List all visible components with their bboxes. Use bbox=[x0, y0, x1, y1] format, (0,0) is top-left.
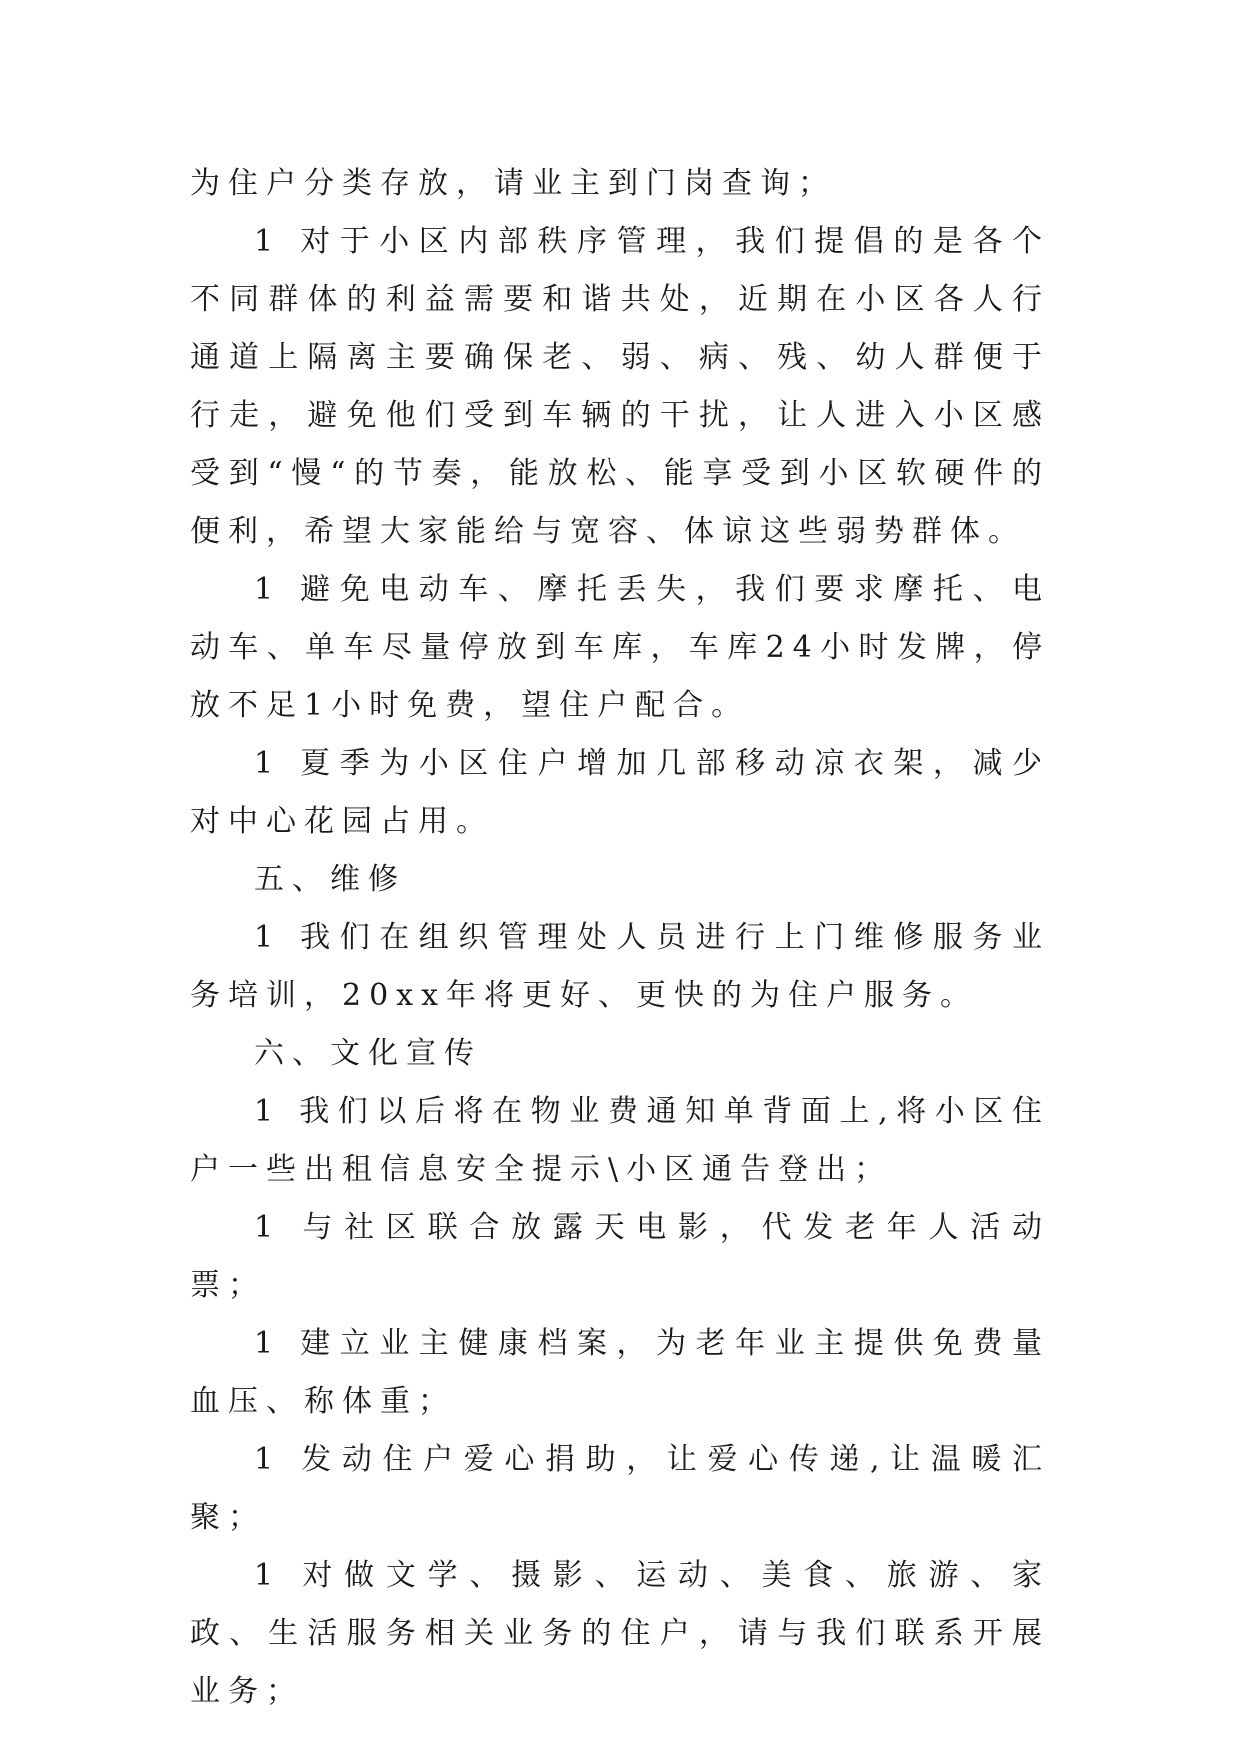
paragraph: 为住户分类存放，请业主到门岗查询； bbox=[190, 166, 836, 201]
paragraph: 1 对做文学、摄影、运动、美食、旅游、家政、生活服务相关业务的住户，请与我们联系开展业务； bbox=[190, 1558, 1050, 1709]
paragraph: 1 发动住户爱心捐助，让爱心传递,让温暖汇聚； bbox=[190, 1442, 1050, 1535]
paragraph: 1 我们在组织管理处人员进行上门维修服务业务培训，20xx年将更好、更快的为住户服务。 bbox=[190, 920, 1050, 1013]
paragraph: 1 建立业主健康档案，为老年业主提供免费量血压、称体重； bbox=[190, 1326, 1050, 1419]
document-page bbox=[190, 155, 1050, 1721]
section-heading: 五、维修 bbox=[254, 862, 406, 897]
section-heading: 六、文化宣传 bbox=[254, 1036, 482, 1071]
paragraph: 1 与社区联合放露天电影，代发老年人活动票； bbox=[190, 1210, 1050, 1303]
paragraph: 1 避免电动车、摩托丢失，我们要求摩托、电动车、单车尽量停放到车库，车库24小时发牌，停放不足1小时免费，望住户配合。 bbox=[190, 572, 1050, 723]
paragraph: 1 夏季为小区住户增加几部移动凉衣架，减少对中心花园占用。 bbox=[190, 746, 1050, 839]
paragraph: 1 我们以后将在物业费通知单背面上,将小区住户一些出租信息安全提示\小区通告登出； bbox=[190, 1094, 1050, 1187]
paragraph: 1 对于小区内部秩序管理，我们提倡的是各个不同群体的利益需要和谐共处，近期在小区各人行通道上隔离主要确保老、弱、病、残、幼人群便于行走，避免他们受到车辆的干扰，让人进入小区感受到“慢“的节奏，能放松、能享受到小区软硬件的便利，希望大家能给与宽容、体谅这些弱势群体。 bbox=[190, 224, 1050, 549]
